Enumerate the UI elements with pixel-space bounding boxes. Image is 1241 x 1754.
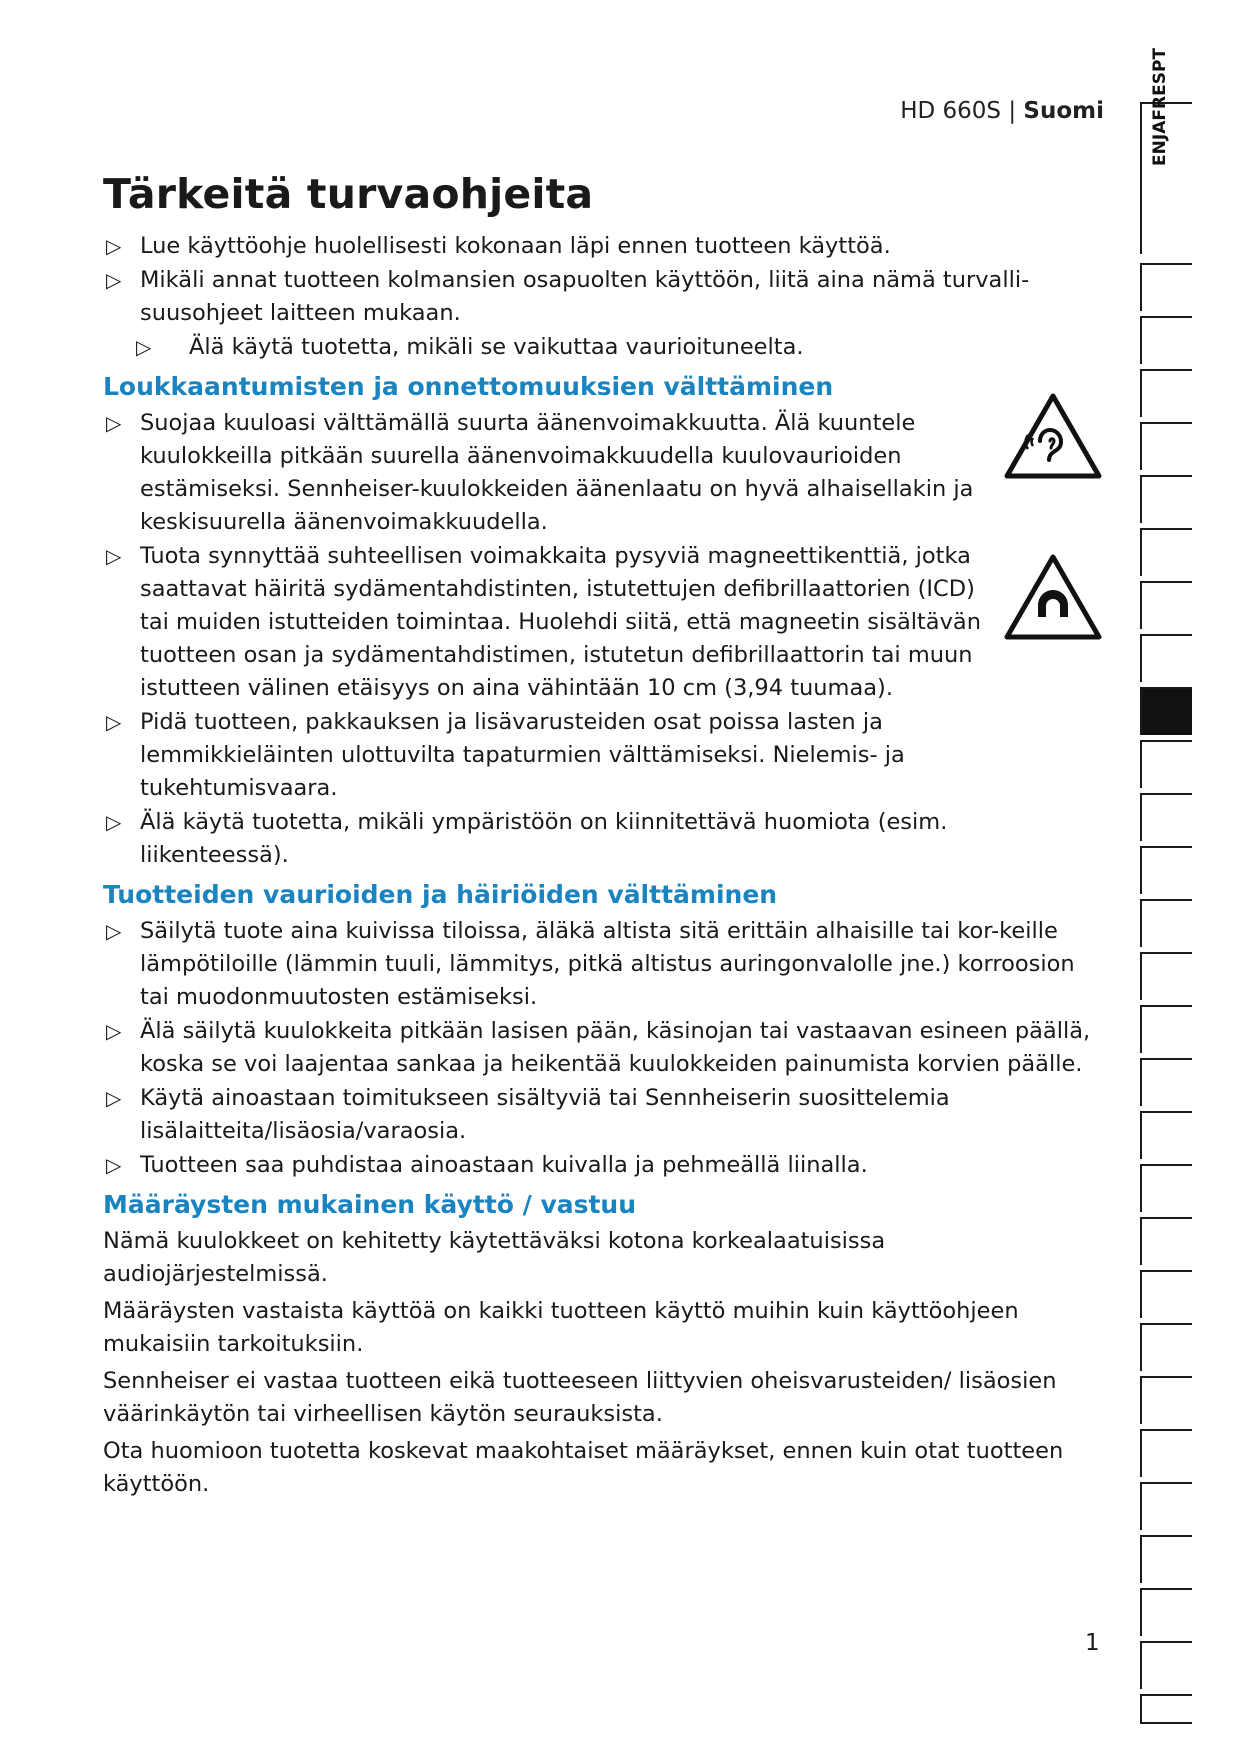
section-heading-injury: Loukkaantumisten ja onnettomuuksien välttäminen — [103, 372, 834, 401]
bullet-triangle-icon: ▷ — [106, 1153, 122, 1177]
bullet-triangle-icon: ▷ — [106, 234, 122, 258]
side-tab — [1140, 422, 1192, 470]
running-header — [900, 98, 1104, 124]
side-tab — [1140, 1217, 1192, 1265]
side-tab — [1140, 1482, 1192, 1530]
side-tab — [1140, 263, 1192, 311]
sub-list-item: ▷ Älä käytä tuotetta, mikäli se vaikuttaa vaurioituneelta. — [103, 331, 1103, 364]
side-tab — [1140, 1641, 1192, 1689]
side-tab — [1140, 475, 1192, 523]
side-tab — [1140, 369, 1192, 417]
paragraph: Sennheiser ei vastaa tuotteen eikä tuotteeseen liittyvien oheisvarusteiden/ lisäosien väärinkäytön tai virheellisen käytön seurauksista. — [103, 1368, 1057, 1427]
list-item: ▷ Suojaa kuuloasi välttämällä suurta äänenvoimakkuutta. Älä kuuntele kuulokkeilla pitkään suurella äänenvoimakkuudella kuulovaurioiden estämiseksi. Sennheiser-kuulokkeiden äänenlaatu on hyvä alhaisellakin ja keskisuurella äänenvoimakkuudella. — [103, 407, 1000, 539]
bullet-triangle-icon: ▷ — [106, 411, 122, 435]
side-tab — [1140, 793, 1192, 841]
side-tab — [1140, 528, 1192, 576]
list-item: ▷ Tuota synnyttää suhteellisen voimakkaita pysyviä magneettikenttiä, jotka saattavat häiritä sydämentahdistinten, istutettujen defibrillaattorien (ICD) tai muiden istutteiden toimintaa. Huolehdi siitä, että magneetin sisältävän tuotteen osan ja sydämentahdistimen, istutetun defibrillaattorin tai muun istutteen välinen etäisyys on aina vähintään 10 cm (3,94 tuumaa). — [103, 540, 1000, 705]
side-tab — [1140, 1005, 1192, 1053]
side-language-codes: ENJAFRESPT — [1150, 48, 1170, 166]
bullet-triangle-icon: ▷ — [106, 1019, 122, 1043]
page-number: 1 — [1085, 1630, 1100, 1656]
list-item: ▷ Säilytä tuote aina kuivissa tiloissa, äläkä altista sitä erittäin alhaisille tai kor-keille lämpötiloille (lämmin tuuli, lämmitys, pitkä altistus auringonvalolle jne.) korroosion tai muodonmuutosten estämiseksi. — [103, 915, 1103, 1014]
bullet-triangle-icon: ▷ — [106, 1086, 122, 1110]
side-tab — [1140, 740, 1192, 788]
side-tab — [1140, 1429, 1192, 1477]
side-tab — [1140, 316, 1192, 364]
list-item: ▷ Tuotteen saa puhdistaa ainoastaan kuivalla ja pehmeällä liinalla. — [103, 1149, 1103, 1182]
list-item: ▷ Käytä ainoastaan toimitukseen sisältyviä tai Sennheiserin suosittelemia lisälaitteita/lisäosia/varaosia. — [103, 1082, 1103, 1148]
bullet-triangle-icon: ▷ — [106, 710, 122, 734]
side-tab — [1140, 1164, 1192, 1212]
bullet-triangle-icon: ▷ — [106, 810, 122, 834]
page-title: Tärkeitä turvaohjeita — [103, 170, 594, 218]
side-tab — [1140, 1270, 1192, 1318]
side-tab — [1140, 1535, 1192, 1583]
side-tab-active — [1140, 687, 1192, 735]
list-item: ▷ Lue käyttöohje huolellisesti kokonaan läpi ennen tuotteen käyttöä. — [103, 230, 1103, 263]
side-tab — [1140, 952, 1192, 1000]
list-item: ▷ Pidä tuotteen, pakkauksen ja lisävarusteiden osat poissa lasten ja lemmikkieläinten ulottuvilta tapaturmien välttämiseksi. Nielemis- ja tukehtumisvaara. — [103, 706, 1000, 805]
side-tab — [1140, 1323, 1192, 1371]
list-item: ▷ Mikäli annat tuotteen kolmansien osapuolten käyttöön, liitä aina nämä turvalli-suusohjeet laitteen mukaan. — [103, 264, 1103, 330]
section-heading-intended-use: Määräysten mukainen käyttö / vastuu — [103, 1190, 637, 1219]
side-tab — [1140, 581, 1192, 629]
bullet-triangle-icon: ▷ — [106, 919, 122, 943]
bullet-triangle-icon: ▷ — [136, 335, 152, 359]
section-heading-damage: Tuotteiden vaurioiden ja häiriöiden välttäminen — [103, 880, 778, 909]
paragraph: Määräysten vastaista käyttöä on kaikki tuotteen käyttö muihin kuin käyttöohjeen mukaisiin tarkoituksiin. — [103, 1298, 1019, 1357]
side-tab — [1140, 1694, 1192, 1724]
side-tab — [1140, 1376, 1192, 1424]
header-product: HD 660S | — [900, 98, 1017, 124]
hearing-warning-icon — [1003, 392, 1103, 480]
magnet-warning-icon — [1003, 553, 1103, 641]
document-body — [103, 230, 1103, 1505]
side-tab — [1140, 899, 1192, 947]
side-tab — [1140, 1058, 1192, 1106]
side-tab — [1140, 634, 1192, 682]
list-item: ▷ Älä säilytä kuulokkeita pitkään lasisen pään, käsinojan tai vastaavan esineen päällä, koska se voi laajentaa sankaa ja heikentää kuulokkeiden painumista korvien päälle. — [103, 1015, 1103, 1081]
bullet-triangle-icon: ▷ — [106, 544, 122, 568]
side-tab — [1140, 846, 1192, 894]
side-tab — [1140, 1588, 1192, 1636]
header-language: Suomi — [1023, 98, 1104, 124]
side-tab — [1140, 1111, 1192, 1159]
list-item: ▷ Älä käytä tuotetta, mikäli ympäristöön on kiinnitettävä huomiota (esim. liikenteessä). — [103, 806, 1000, 872]
bullet-triangle-icon: ▷ — [106, 268, 122, 292]
paragraph: Ota huomioon tuotetta koskevat maakohtaiset määräykset, ennen kuin otat tuotteen käyttöön. — [103, 1438, 1064, 1497]
paragraph: Nämä kuulokkeet on kehitetty käytettäväksi kotona korkealaatuisissa audiojärjestelmissä. — [103, 1228, 886, 1287]
